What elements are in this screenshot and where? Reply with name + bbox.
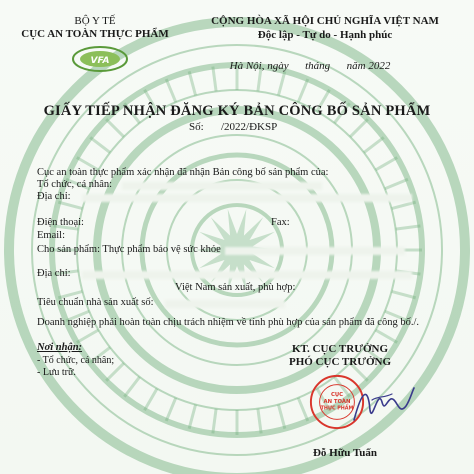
watermark-ray (124, 377, 139, 397)
redacted-organization (122, 182, 322, 190)
watermark-ray (145, 389, 158, 411)
document-title: GIẤY TIẾP NHẬN ĐĂNG KÝ BẢN CÔNG BỐ SẢN PHẨM (43, 103, 431, 119)
watermark-ray (364, 137, 384, 152)
recipient-item: - Lưu trữ. (37, 367, 76, 378)
recipients-label: Nơi nhận: (37, 342, 83, 353)
document-number-label: Số: (189, 121, 204, 133)
watermark-ray (396, 226, 421, 229)
signer-name: Đỗ Hữu Tuấn (312, 447, 378, 459)
redacted-product-name (225, 247, 405, 255)
phone-label: Điện thoại: (37, 217, 84, 228)
watermark-ray (376, 158, 398, 171)
organization-label: Tổ chức, cá nhân: (37, 179, 113, 190)
watermark-ray (213, 409, 216, 434)
country-name: CỘNG HÒA XÃ HỘI CHỦ NGHĨA VIỆT NAM (211, 15, 439, 27)
signer-role-primary: KT. CỤC TRƯỞNG (291, 343, 389, 355)
watermark-ray (189, 405, 195, 429)
recipient-item: - Tổ chức, cá nhân; (37, 355, 115, 366)
svg-text:CỤC: CỤC (330, 392, 344, 399)
ministry-name: BỘ Y TẾ (74, 15, 116, 27)
svg-text:VFA: VFA (90, 56, 110, 66)
watermark-ray (278, 405, 284, 429)
svg-text:THỰC PHẨM: THỰC PHẨM (320, 406, 354, 412)
signer-role-secondary: PHÓ CỤC TRƯỞNG (288, 356, 392, 368)
product-line: Cho sản phẩm: Thực phẩm bảo vệ sức khỏe (37, 244, 221, 255)
watermark-ray (385, 179, 408, 189)
manufacturer-address-label: Địa chỉ: (37, 268, 71, 279)
intro-text: Cục an toàn thực phẩm xác nhận đã nhận Bản công bố sản phẩm của: (37, 167, 329, 178)
svg-text:AN TOÀN: AN TOÀN (323, 398, 351, 405)
email-label: Email: (37, 230, 65, 241)
address-label: Địa chỉ: (37, 191, 71, 202)
issue-date-line: Hà Nội, ngày tháng năm 2022 (229, 60, 391, 72)
standard-label: Tiêu chuẩn nhà sản xuất số: (37, 297, 154, 308)
watermark-ray (258, 409, 261, 434)
watermark-ray (298, 398, 308, 421)
watermark-ray (350, 119, 368, 137)
redacted-standard-number (165, 300, 285, 308)
watermark-ray (298, 79, 308, 102)
watermark-ray (166, 79, 176, 102)
document-number: /2022/ĐKSP (221, 121, 278, 133)
watermark-ray (58, 202, 82, 208)
vfa-logo (70, 44, 130, 74)
responsibility-statement: Doanh nghiệp phải hoàn toàn chịu trách nhiệm về tính phù hợp của sản phẩm đã công bố./. (37, 317, 419, 328)
watermark-ray (392, 202, 416, 208)
national-motto: Độc lập - Tự do - Hạnh phúc (257, 29, 393, 41)
watermark-ray (90, 137, 110, 152)
redacted-manufacturer-address (82, 271, 412, 279)
handwritten-signature (348, 380, 418, 428)
watermark-ray (376, 330, 398, 343)
origin-text: Việt Nam sản xuất, phù hợp: (175, 282, 296, 293)
watermark-ray (106, 119, 124, 137)
watermark-ray (189, 71, 195, 95)
redacted-address (82, 194, 412, 202)
fax-label: Fax: (271, 217, 290, 228)
watermark-ray (77, 330, 99, 343)
watermark-ray (392, 291, 416, 297)
watermark-ray (166, 398, 176, 421)
agency-name: CỤC AN TOÀN THỰC PHẨM (21, 28, 169, 40)
watermark-ray (278, 71, 284, 95)
